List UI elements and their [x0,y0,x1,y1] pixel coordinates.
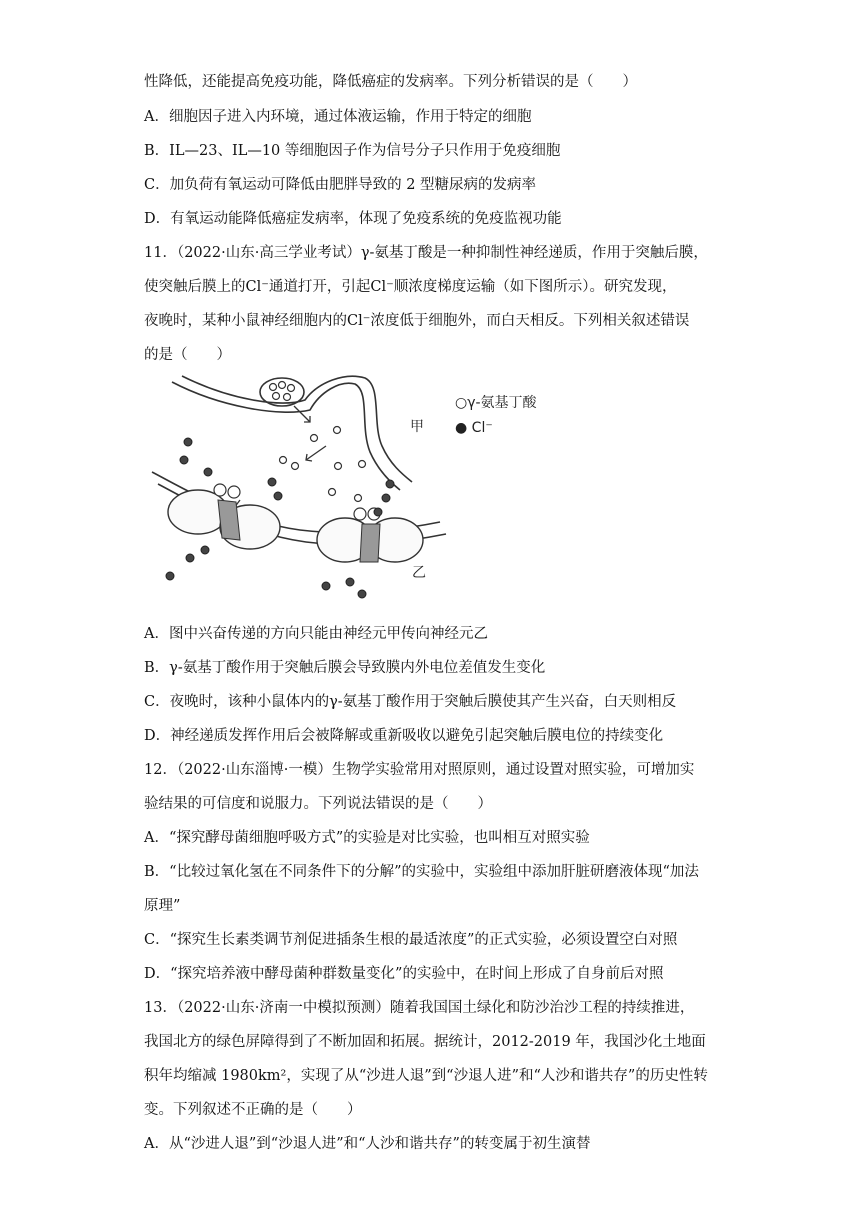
question-11-stem: 11．（2022·山东·高三学业考试）γ-氨基丁酸是一种抑制性神经递质，作用于突触后膜， [144,245,708,261]
text-line: 性降低，还能提高免疫功能，降低癌症的发病率。下列分析错误的是（ ） [144,74,637,90]
question-11-stem: 的是（ ） [144,347,231,363]
question-13-stem: 13．（2022·山东·济南一中模拟预测）随着我国国土绿化和防沙治沙工程的持续推进， [144,1000,695,1016]
option-c: C．夜晚时，该种小鼠体内的γ-氨基丁酸作用于突触后膜使其产生兴奋，白天则相反 [144,694,677,710]
option-d: D．“探究培养液中酵母菌种群数量变化”的实验中，在时间上形成了自身前后对照 [144,966,664,982]
option-d: D．神经递质发挥作用后会被降解或重新吸收以避免引起突触后膜电位的持续变化 [144,728,664,744]
option-b: B．IL—23、IL—10 等细胞因子作为信号分子只作用于免疫细胞 [144,143,561,159]
neuron-label-jia: 甲 [410,419,424,435]
option-b-continued: 原理” [144,898,181,914]
gaba-icon: ○ [455,395,468,411]
question-12-stem: 12．（2022·山东淄博·一模）生物学实验常用对照原则，通过设置对照实验，可增加实 [144,762,695,778]
option-c: C．“探究生长素类调节剂促进插条生根的最适浓度”的正式实验，必须设置空白对照 [144,932,678,948]
legend-gaba: ○γ-氨基丁酸 [455,395,537,411]
neuron-label-yi: 乙 [412,565,426,581]
chloride-icon: ● [455,420,468,436]
legend-chloride: ● Cl⁻ [455,420,493,436]
option-b: B．γ-氨基丁酸作用于突触后膜会导致膜内外电位差值发生变化 [144,660,546,676]
question-12-stem: 验结果的可信度和说服力。下列说法错误的是（ ） [144,796,492,812]
option-d: D．有氧运动能降低癌症发病率，体现了免疫系统的免疫监视功能 [144,211,562,227]
synapse-figure [150,372,570,602]
option-b: B．“比较过氧化氢在不同条件下的分解”的实验中，实验组中添加肝脏研磨液体现“加法 [144,864,699,880]
question-13-stem: 变。下列叙述不正确的是（ ） [144,1102,362,1118]
question-11-stem: 夜晚时，某种小鼠神经细胞内的Cl⁻浓度低于细胞外，而白天相反。下列相关叙述错误 [144,313,690,329]
question-11-stem: 使突触后膜上的Cl⁻通道打开，引起Cl⁻顺浓度梯度运输（如下图所示）。研究发现， [144,279,677,295]
option-a: A．细胞因子进入内环境，通过体液运输，作用于特定的细胞 [144,109,532,125]
question-13-stem: 积年均缩减 1980km²，实现了从“沙进人退”到“沙退人进”和“人沙和谐共存”的历史性转 [144,1068,708,1084]
option-c: C．加负荷有氧运动可降低由肥胖导致的 2 型糖尿病的发病率 [144,177,537,193]
option-a: A．图中兴奋传递的方向只能由神经元甲传向神经元乙 [144,626,488,642]
option-a: A．从“沙进人退”到“沙退人进”和“人沙和谐共存”的转变属于初生演替 [144,1136,591,1152]
question-13-stem: 我国北方的绿色屏障得到了不断加固和拓展。据统计，2012-2019 年，我国沙化土地面 [144,1034,706,1050]
option-a: A．“探究酵母菌细胞呼吸方式”的实验是对比实验，也叫相互对照实验 [144,830,590,846]
